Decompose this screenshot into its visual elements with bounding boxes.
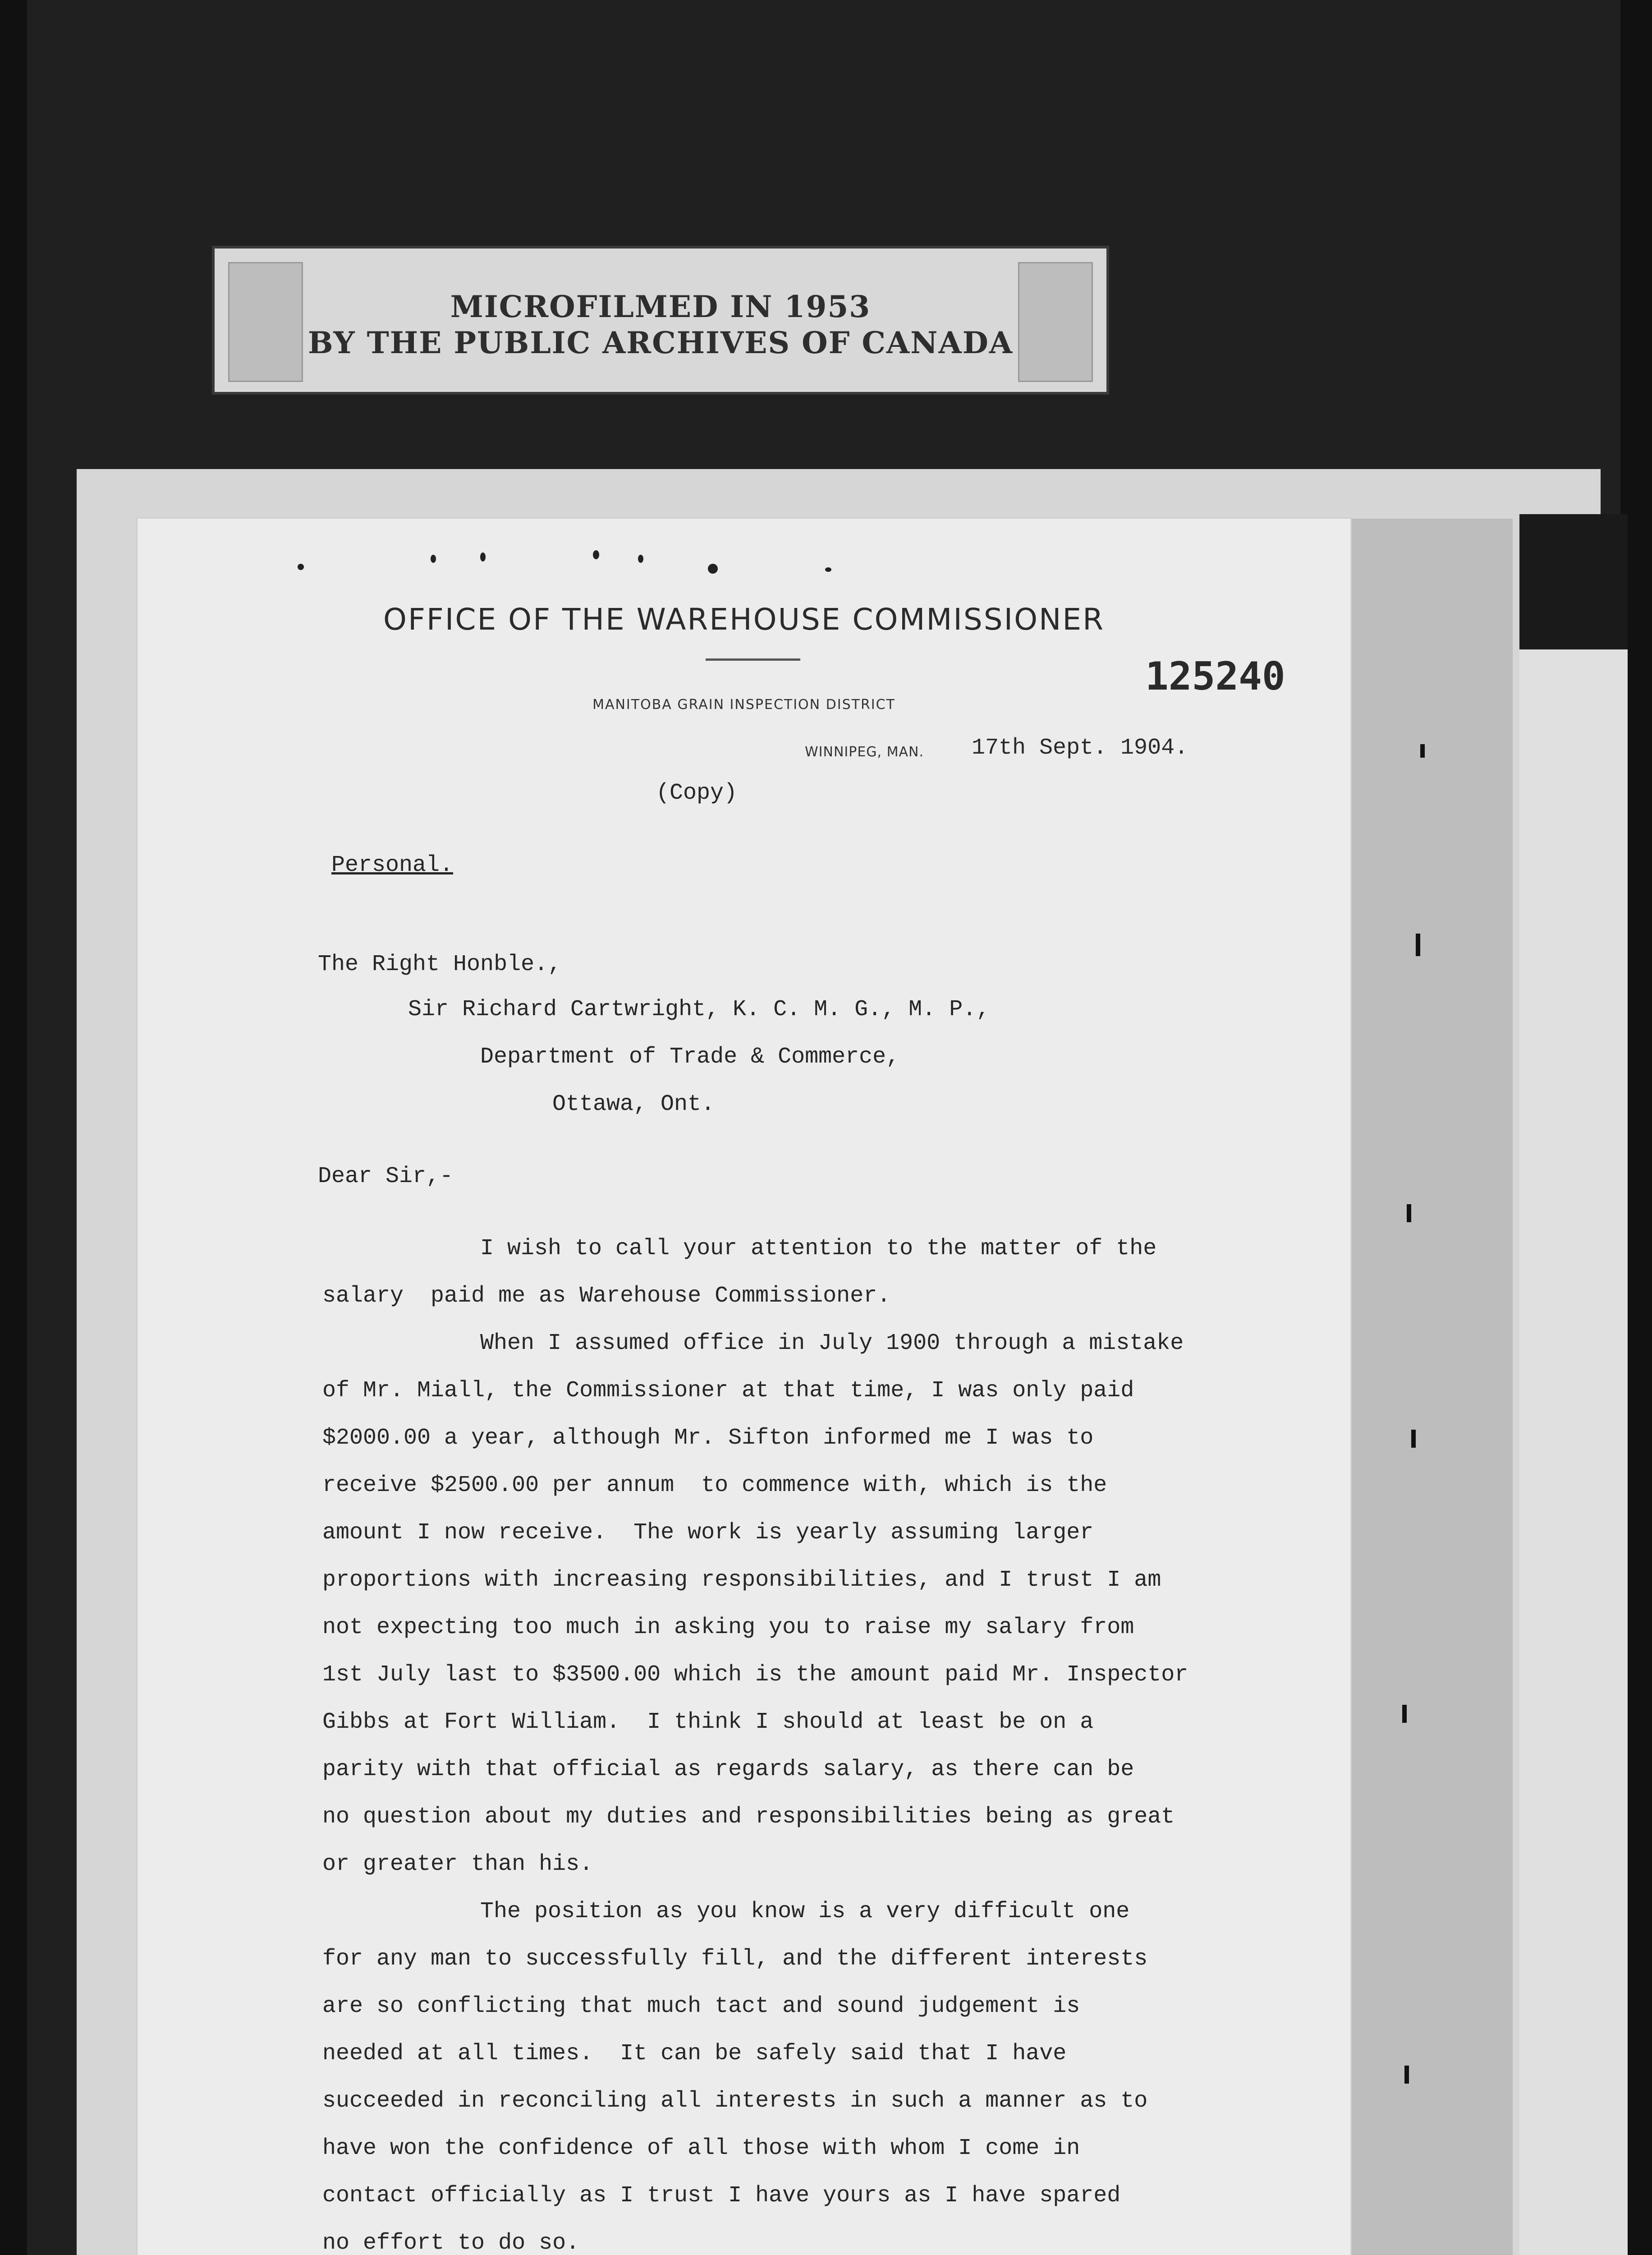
body-line: When I assumed office in July 1900 through a mistake (480, 1330, 1184, 1356)
letterhead-rule (706, 658, 800, 661)
file-number-stamp: 125240 (1145, 654, 1285, 699)
addressee-line: Department of Trade & Commerce, (480, 1044, 900, 1070)
body-line: contact officially as I trust I have yours as I have spared (322, 2183, 1121, 2209)
body-line: or greater than his. (322, 1851, 593, 1877)
salutation: Dear Sir,- (318, 1164, 454, 1189)
addressee-line: The Right Honble., (318, 952, 562, 977)
body-line: needed at all times. It can be safely said that I have (322, 2041, 1067, 2066)
letter-page (138, 519, 1350, 2255)
margin-tick (1402, 1705, 1407, 1723)
speck (708, 564, 718, 574)
personal-label: Personal. (331, 852, 454, 878)
right-strip-dark-corner (1519, 514, 1628, 649)
margin-tick (1407, 1204, 1411, 1222)
body-line: Gibbs at Fort William. I think I should at least be on a (322, 1709, 1094, 1735)
letter-date: 17th Sept. 1904. (972, 735, 1189, 761)
letterhead-district: MANITOBA GRAIN INSPECTION DISTRICT (592, 697, 895, 713)
right-page-strip (1519, 514, 1628, 2255)
margin-tick (1420, 744, 1425, 758)
body-line: $2000.00 a year, although Mr. Sifton informed me I was to (322, 1425, 1094, 1451)
margin-tick (1416, 934, 1420, 956)
body-line: not expecting too much in asking you to raise my salary from (322, 1615, 1134, 1640)
body-line: amount I now receive. The work is yearly assuming larger (322, 1520, 1094, 1546)
page-shadow (1350, 519, 1513, 2255)
margin-tick (1404, 2066, 1409, 2084)
speck (480, 552, 486, 561)
addressee-line: Ottawa, Ont. (552, 1091, 715, 1117)
letterhead-title: OFFICE OF THE WAREHOUSE COMMISSIONER (383, 602, 1105, 637)
body-line: no question about my duties and responsibilities being as great (322, 1804, 1175, 1830)
body-line: salary paid me as Warehouse Commissioner. (322, 1283, 891, 1309)
body-line: of Mr. Miall, the Commissioner at that time, I was only paid (322, 1378, 1134, 1404)
banner-line-2: BY THE PUBLIC ARCHIVES OF CANADA (307, 325, 1014, 360)
body-line: 1st July last to $3500.00 which is the amount paid Mr. Inspector (322, 1662, 1189, 1688)
body-line: parity with that official as regards salary, as there can be (322, 1757, 1134, 1782)
speck (431, 555, 436, 563)
microfilm-banner (212, 246, 1109, 395)
addressee-line: Sir Richard Cartwright, K. C. M. G., M. P., (408, 997, 990, 1022)
speck (593, 550, 599, 559)
body-line: succeeded in reconciling all interests in such a manner as to (322, 2088, 1148, 2114)
film-edge-left (0, 0, 27, 2255)
copy-label: (Copy) (656, 780, 738, 806)
body-line: I wish to call your attention to the matter of the (480, 1236, 1157, 1261)
body-line: The position as you know is a very difficult one (480, 1899, 1130, 1924)
body-line: no effort to do so. (322, 2230, 580, 2255)
body-line: for any man to successfully fill, and the different interests (322, 1946, 1148, 1972)
body-line: receive $2500.00 per annum to commence with, which is the (322, 1473, 1107, 1498)
body-line: proportions with increasing responsibilities, and I trust I am (322, 1567, 1161, 1593)
margin-tick (1411, 1430, 1416, 1448)
speck (825, 567, 831, 572)
speck (638, 555, 643, 563)
body-line: are so conflicting that much tact and sound judgement is (322, 1993, 1080, 2019)
body-line: have won the confidence of all those with whom I come in (322, 2135, 1080, 2161)
letterhead-place: WINNIPEG, MAN. (805, 744, 924, 760)
speck (298, 564, 304, 570)
banner-line-1: MICROFILMED IN 1953 (450, 289, 871, 324)
